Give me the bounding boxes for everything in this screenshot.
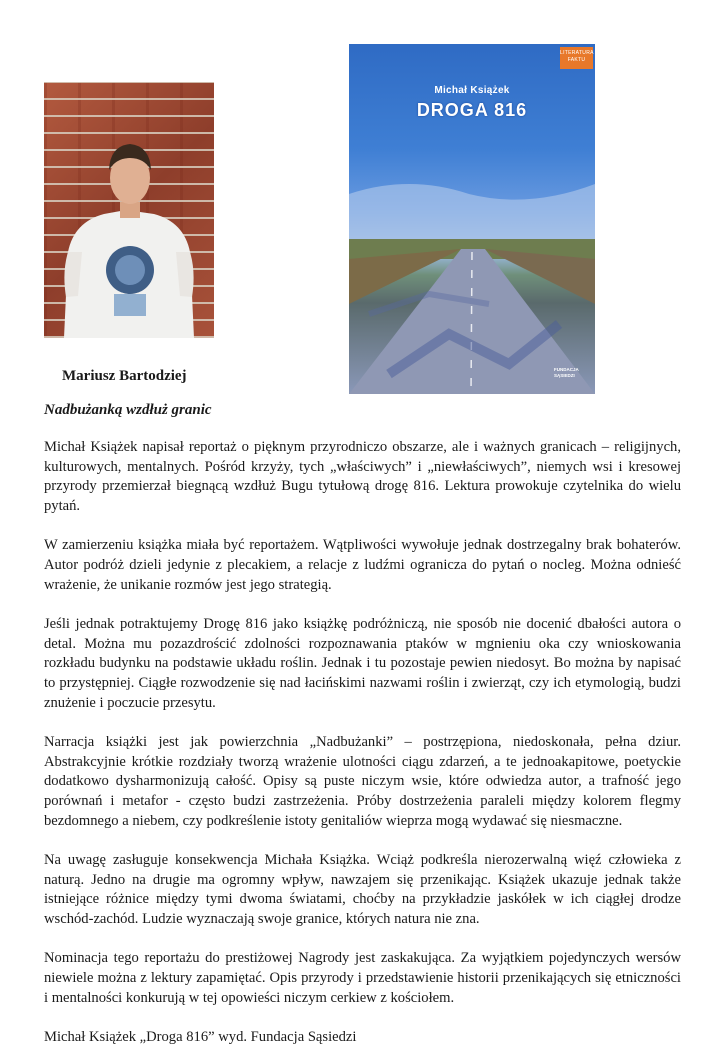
- author-name: Mariusz Bartodziej: [62, 368, 187, 384]
- cover-badge: LITERATURA FAKTU: [560, 47, 593, 69]
- cover-title: DROGA 816: [416, 100, 528, 120]
- article-body: [44, 438, 681, 1048]
- cover-author: Michał Książek: [434, 85, 510, 96]
- author-photo: [44, 82, 214, 338]
- paragraph: Jeśli jednak potraktujemy Drogę 816 jako książkę podróżniczą, nie sposób nie docenić dbałości autora o detal. Można mu pozazdrościć zdolności rozpoznawania ptaków w mgnieniu oka czy wnioskowania rozkładu budynku na podstawie układu roślin. Jednak i tu pozostaje pewien niedosyt. Bo można by napisać to przystępniej. Ciągłe rozwodzenie się nad łacińskimi nazwami roślin i zwierząt, czy ich etymologią, budzi znużenie i poczucie przesytu.: [44, 616, 681, 711]
- article-title: Nadbużanką wzdłuż granic: [44, 402, 212, 418]
- book-cover: [349, 44, 595, 394]
- paragraph: Michał Książek napisał reportaż o pięknym przyrodniczo obszarze, ale i ważnych granicach – religijnych, kulturowych, mentalnych. Pośród krzyży, tych „właściwych” i „niewłaściwych”, niemych wsi i kresowej przyrody przemierzał biegnącą wzdłuż Bugu tytułową drogę 816. Lektura prowokuje czytelnika do wielu pytań.: [44, 439, 681, 514]
- cover-road-illustration: [349, 44, 595, 394]
- cover-publisher: FUNDACJA SĄSIEDZI: [554, 367, 579, 378]
- author-figure: [44, 82, 214, 338]
- paragraph: Nominacja tego reportażu do prestiżowej Nagrody jest zaskakująca. Za wyjątkiem pojedynczych wersów niewiele można z lektury zapamiętać. Opis przyrody i przedstawienie historii przenikających się etniczności i mentalności konkurują w tej opowieści niczym cerkiew z kościołem.: [44, 950, 681, 1006]
- book-citation: Michał Książek „Droga 816” wyd. Fundacja Sąsiedzi: [44, 1029, 357, 1046]
- paragraph: Na uwagę zasługuje konsekwencja Michała Książka. Wciąż podkreśla nierozerwalną więź człowieka z naturą. Jedno na drugie ma ogromny wpływ, nawzajem się przenikając. Książek ukazuje jednak także istniejące różnice między tymi dwoma światami, choćby na przykładzie jaskółek w ich ciągłej drodze wschód-zachód. Ludzie wyznaczają swoje granice, których natura nie zna.: [44, 852, 681, 927]
- paragraph: Narracja książki jest jak powierzchnia „Nadbużanki” – postrzępiona, niedoskonała, pełna dziur. Abstrakcyjnie krótkie rozdziały tworzą wrażenie ulotności ciągu zdarzeń, a te jednoakapitowe, poetyckie dodatkowo dysharmonizują całość. Opisy są puste niczym wsie, które odwiedza autor, a trafność jego porównań i metafor - często budzi zastrzeżenia. Próby dostrzeżenia paraleli między kolorem flegmy bezdomnego a niebem, czy podkreślenie istoty genitaliów wieprza mogą wydawać się niesmaczne.: [44, 734, 681, 829]
- paragraph: W zamierzeniu książka miała być reportażem. Wątpliwości wywołuje jednak dostrzegalny brak bohaterów. Autor podróż dzieli jedynie z plecakiem, a relacje z ludźmi ogranicza do pytań o nocleg. Można odnieść wrażenie, że unikanie rozmów jest jego strategią.: [44, 537, 681, 593]
